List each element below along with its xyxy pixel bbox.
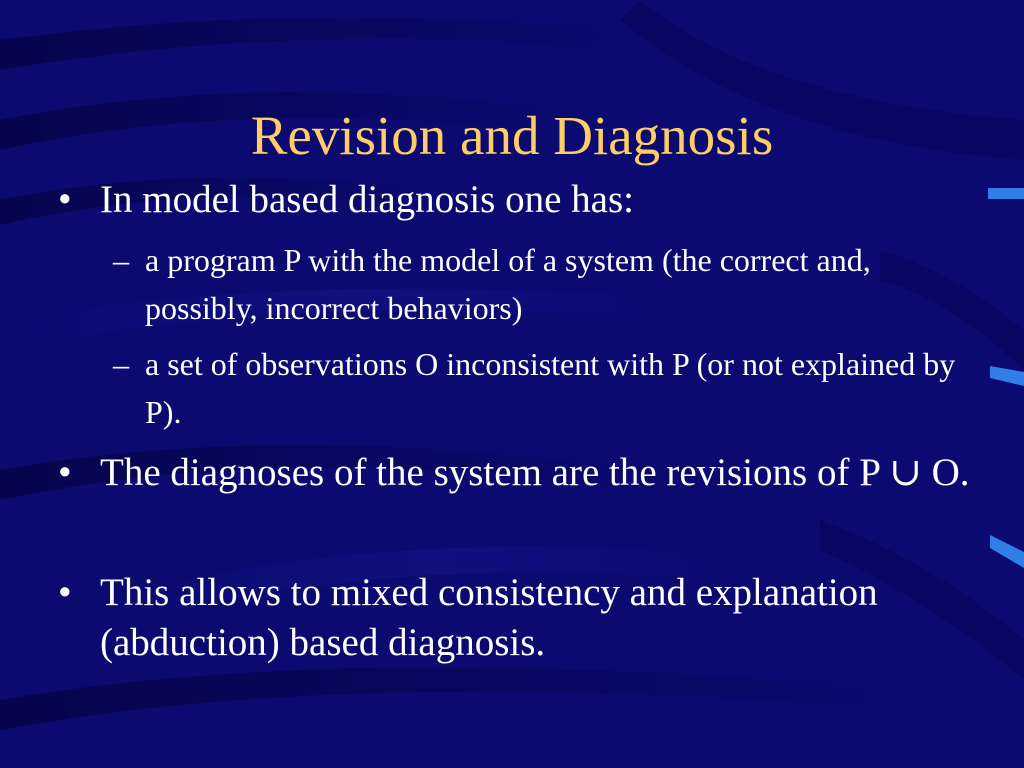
sub-bullet-text: a program P with the model of a system (the correct and, possibly, incorrect behaviors) bbox=[145, 242, 871, 326]
bullet-dot: • bbox=[58, 571, 72, 614]
bullet-text: In model based diagnosis one has: bbox=[100, 178, 634, 221]
sub-bullet-dash: – bbox=[113, 346, 129, 382]
sub-bullet-dash: – bbox=[113, 242, 129, 278]
sub-bullet-text: a set of observations O inconsistent with P (or not explained by P). bbox=[145, 346, 956, 430]
bullet-dot: • bbox=[58, 451, 72, 494]
bullet-dot: • bbox=[58, 178, 72, 221]
slide-title: Revision and Diagnosis bbox=[250, 105, 774, 166]
bullet-text: This allows to mixed consistency and explanation (abduction) based diagnosis. bbox=[100, 571, 878, 664]
bullet-text: The diagnoses of the system are the revisions of P ∪ O. bbox=[100, 451, 970, 494]
